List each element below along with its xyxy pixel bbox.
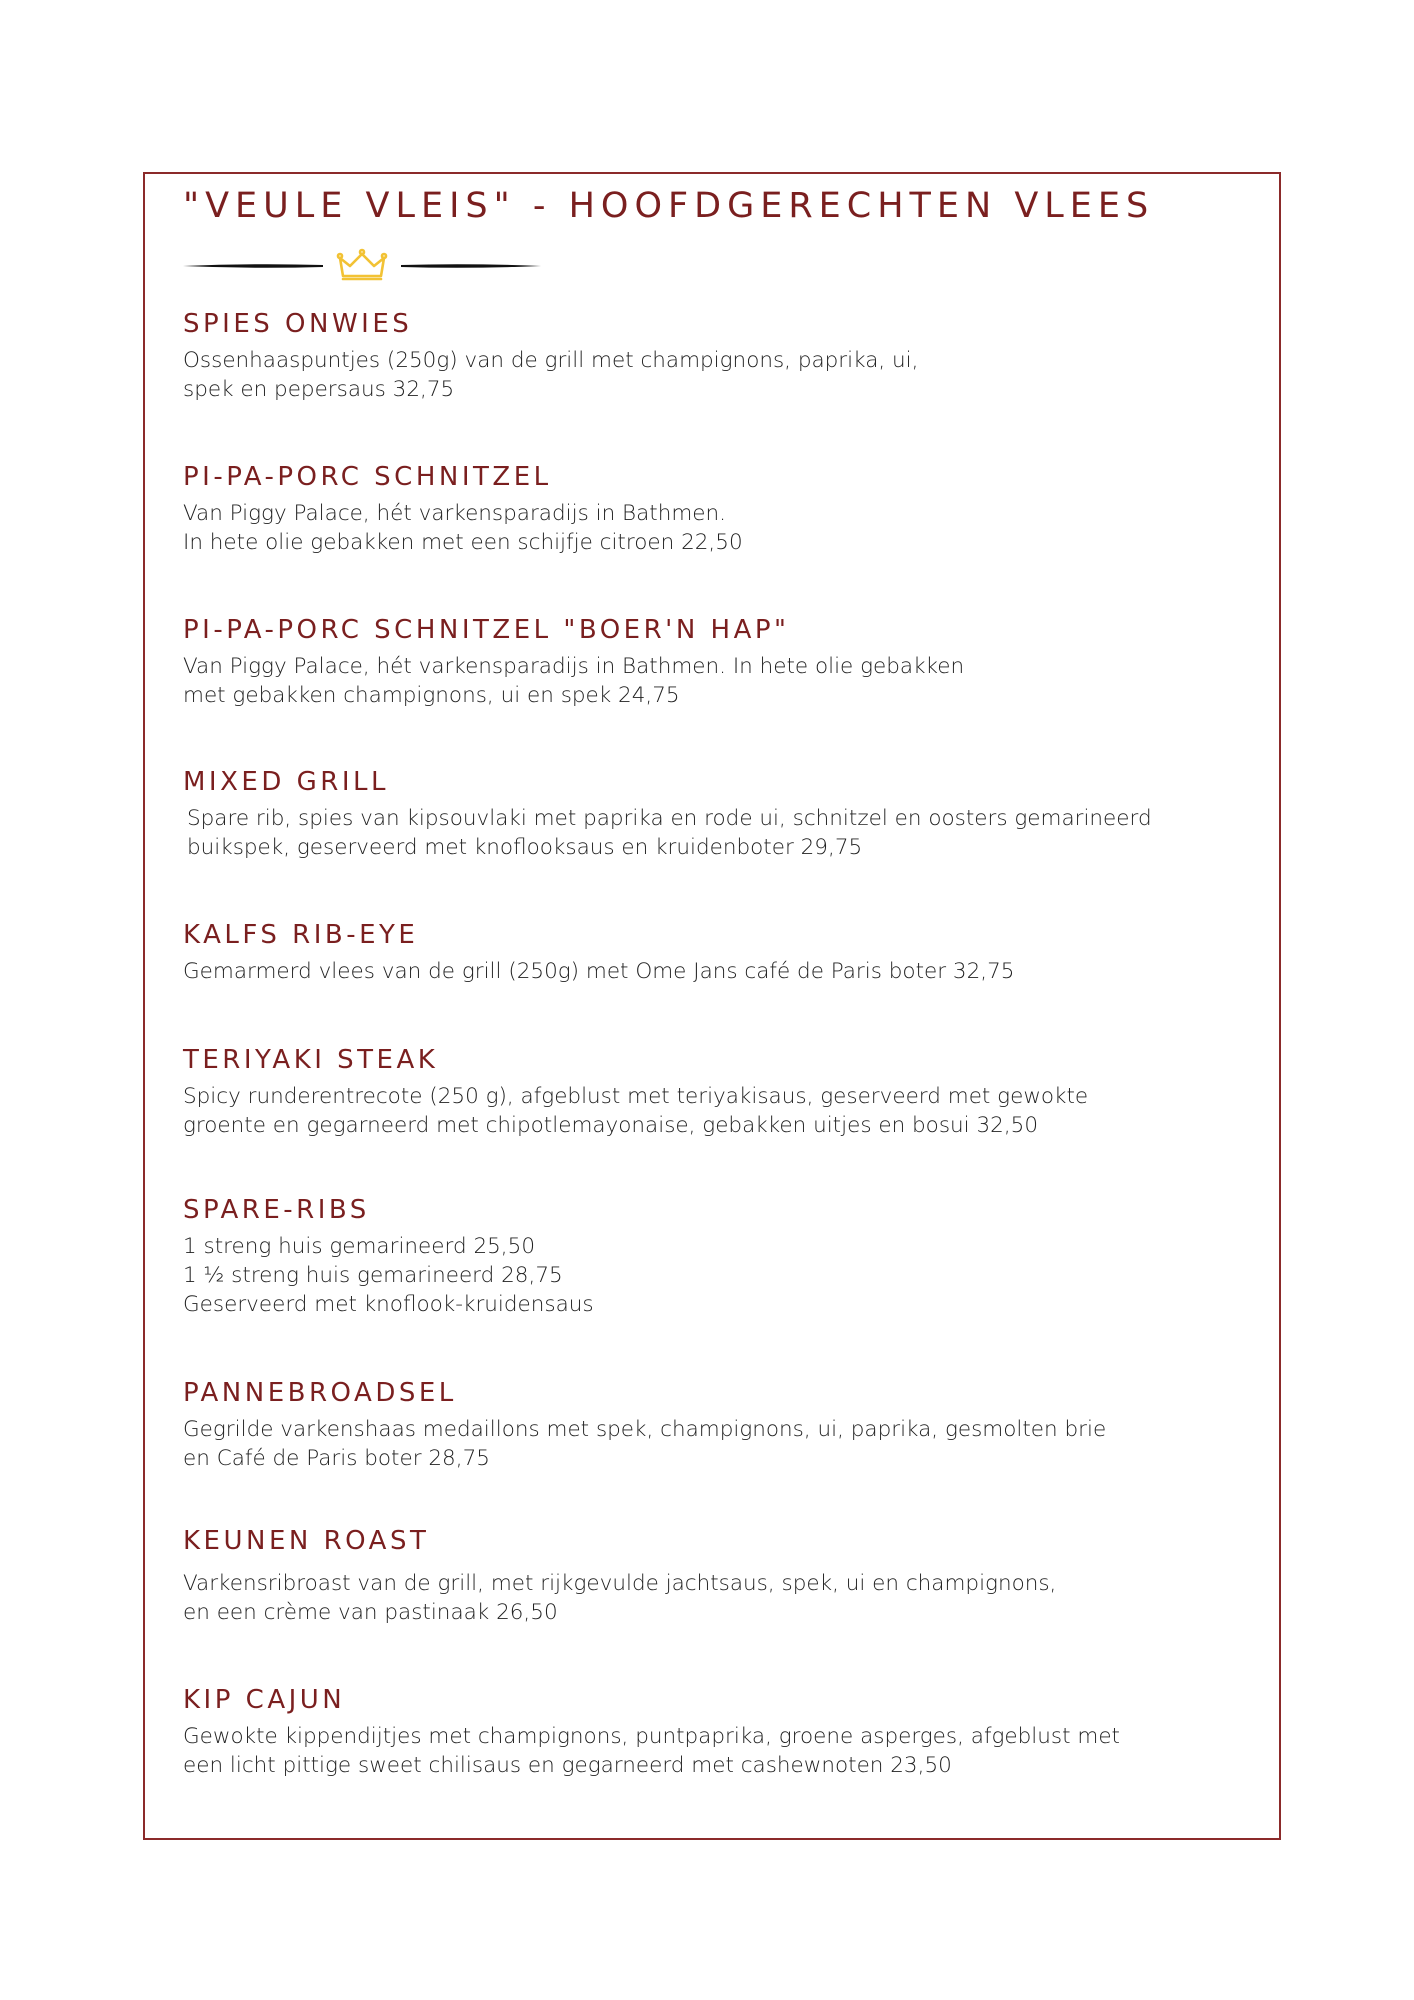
item-description: [183, 1415, 1243, 1473]
item-name: KIP CAJUN: [183, 1685, 346, 1715]
menu-item-keunen-roast: [183, 1523, 1243, 1627]
item-description-line: Geserveerd met knoflook-kruidensaus: [183, 1292, 594, 1317]
item-description: [183, 1232, 1243, 1319]
item-description-line: buikspek, geserveerd met knoflooksaus en kruidenboter 29,75: [187, 835, 863, 860]
item-description-line: Spare rib, spies van kipsouvlaki met paprika en rode ui, schnitzel en oosters gemarineerd: [187, 806, 1152, 831]
menu-item-teriyaki-steak: [183, 1042, 1243, 1140]
item-description-line: In hete olie gebakken met een schijfje citroen 22,50: [183, 530, 743, 555]
item-name: TERIYAKI STEAK: [183, 1045, 439, 1075]
menu-item-mixed-grill: [183, 764, 1243, 862]
menu-item-pannebroadsel: [183, 1375, 1243, 1473]
item-name: PI-PA-PORC SCHNITZEL "BOER'N HAP": [183, 615, 790, 645]
page-title: "VEULE VLEIS" - HOOFDGERECHTEN VLEES: [183, 186, 1155, 226]
menu-item-pi-pa-porc-boern-hap: [183, 612, 1243, 710]
item-description-line: 1 streng huis gemarineerd 25,50: [183, 1234, 535, 1259]
item-description-line: Gemarmerd vlees van de grill (250g) met Ome Jans café de Paris boter 32,75: [183, 959, 1015, 984]
item-description: [183, 1569, 1243, 1627]
item-description-line: groente en gegarneerd met chipotlemayonaise, gebakken uitjes en bosui 32,50: [183, 1113, 1039, 1138]
menu-item-spare-ribs: [183, 1192, 1243, 1319]
item-description-line: Spicy runderentrecote (250 g), afgeblust met teriyakisaus, geserveerd met gewokte: [183, 1084, 1089, 1109]
menu-item-pi-pa-porc-schnitzel: [183, 459, 1243, 557]
item-description-line: Ossenhaaspuntjes (250g) van de grill met champignons, paprika, ui,: [183, 348, 919, 373]
item-description: [183, 499, 1243, 557]
item-description-line: Van Piggy Palace, hét varkensparadijs in Bathmen. In hete olie gebakken: [183, 654, 965, 679]
item-name: PI-PA-PORC SCHNITZEL: [183, 462, 552, 492]
item-description-line: Gewokte kippendijtjes met champignons, puntpaprika, groene asperges, afgeblust met: [183, 1724, 1120, 1749]
menu-item-spies-onwies: [183, 306, 1243, 404]
item-description-line: Varkensribroast van de grill, met rijkgevulde jachtsaus, spek, ui en champignons,: [183, 1571, 1057, 1596]
item-name: MIXED GRILL: [183, 767, 389, 797]
item-description: [183, 804, 1243, 862]
item-description-line: met gebakken champignons, ui en spek 24,75: [183, 683, 680, 708]
item-description-line: en een crème van pastinaak 26,50: [183, 1600, 558, 1625]
menu-item-kalfs-rib-eye: [183, 917, 1243, 986]
item-description: [183, 652, 1243, 710]
item-description: [183, 346, 1243, 404]
item-description: [183, 1082, 1243, 1140]
item-description: [183, 957, 1243, 986]
item-description-line: en Café de Paris boter 28,75: [183, 1446, 490, 1471]
item-description: [183, 1722, 1243, 1780]
crown-icon: [338, 250, 386, 279]
item-name: SPIES ONWIES: [183, 309, 413, 339]
item-description-line: 1 ½ streng huis gemarineerd 28,75: [183, 1263, 563, 1288]
item-description-line: spek en pepersaus 32,75: [183, 377, 455, 402]
item-name: KALFS RIB-EYE: [183, 920, 419, 950]
menu-item-kip-cajun: [183, 1682, 1243, 1780]
item-name: KEUNEN ROAST: [183, 1526, 430, 1556]
title-ornament: [183, 246, 541, 286]
item-description-line: Van Piggy Palace, hét varkensparadijs in Bathmen.: [183, 501, 726, 526]
item-description-line: een licht pittige sweet chilisaus en gegarneerd met cashewnoten 23,50: [183, 1753, 952, 1778]
item-name: PANNEBROADSEL: [183, 1378, 457, 1408]
item-name: SPARE-RIBS: [183, 1195, 370, 1225]
item-description-line: Gegrilde varkenshaas medaillons met spek, champignons, ui, paprika, gesmolten brie: [183, 1417, 1107, 1442]
